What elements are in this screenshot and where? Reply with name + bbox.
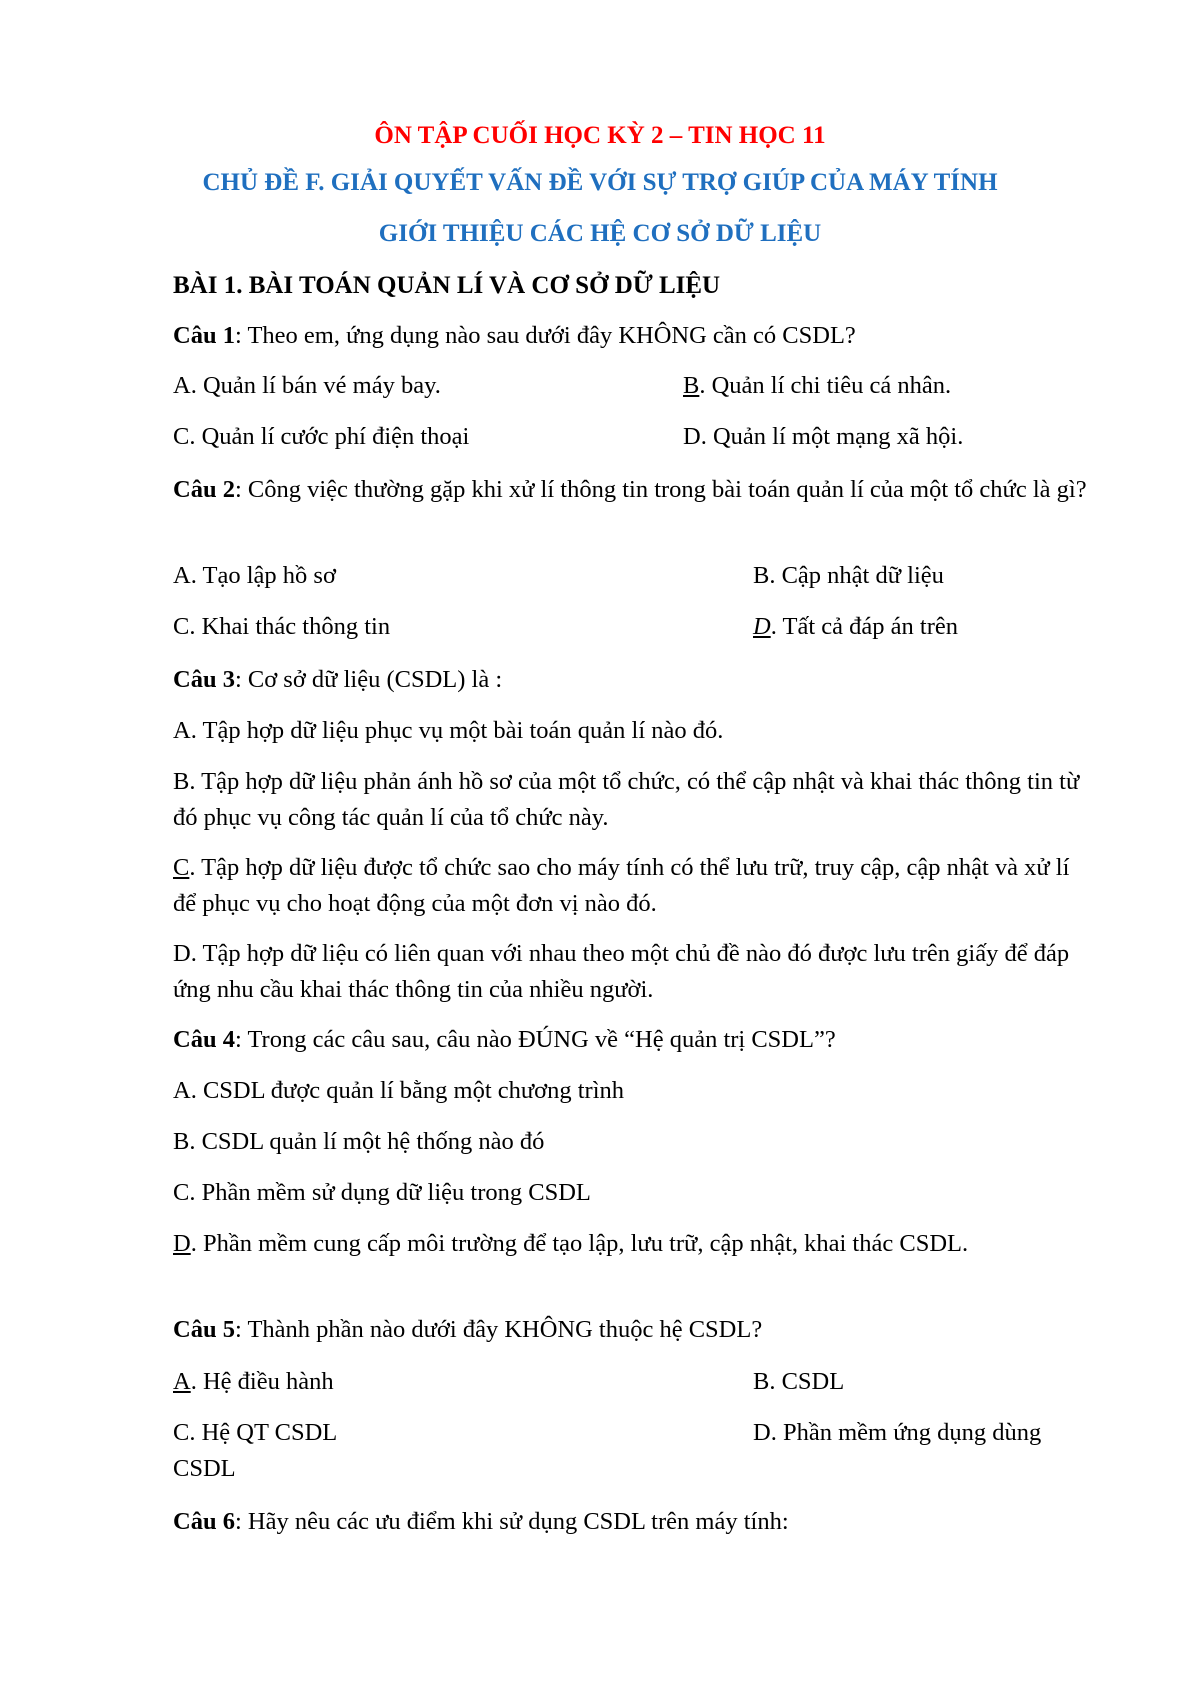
lesson-heading: BÀI 1. BÀI TOÁN QUẢN LÍ VÀ CƠ SỞ DỮ LIỆU [173,272,721,299]
option-1a: A. Quản lí bán vé máy bay. [173,372,441,399]
question-text: : Cơ sở dữ liệu (CSDL) là : [234,666,503,693]
question-5 [173,1312,762,1348]
option-2a: A. Tạo lập hồ sơ [173,562,336,589]
option-4b: B. CSDL quản lí một hệ thống nào đó [173,1128,545,1155]
question-label: Câu 6 [173,1508,235,1535]
question-label: Câu 3 [173,666,235,693]
option-5c: C. Hệ QT CSDL [173,1419,338,1446]
question-2 [173,472,1093,508]
question-3 [173,662,502,698]
question-label: Câu 1 [173,322,235,349]
option-5b: B. CSDL [753,1368,845,1395]
question-label: Câu 5 [173,1316,235,1343]
option-4d-answer: D. Phần mềm cung cấp môi trường để tạo lập, lưu trữ, cập nhật, khai thác CSDL. [173,1230,969,1257]
option-3d: D. Tập hợp dữ liệu có liên quan với nhau theo một chủ đề nào đó được lưu trên giấy để đáp ứng nhu cầu khai thác thông tin của nhiều người. [173,940,1070,1003]
question-label: Câu 4 [173,1026,235,1053]
option-3c-answer: C. Tập hợp dữ liệu được tổ chức sao cho máy tính có thể lưu trữ, truy cập, cập nhật và xử lí để phục vụ cho hoạt động của một đơn vị nào đó. [173,854,1070,917]
topic-heading: CHỦ ĐỀ F. GIẢI QUYẾT VẤN ĐỀ VỚI SỰ TRỢ GIÚP CỦA MÁY TÍNH [202,169,998,196]
subtopic-heading: GIỚI THIỆU CÁC HỆ CƠ SỞ DỮ LIỆU [378,220,822,247]
option-1c: C. Quản lí cước phí điện thoại [173,423,470,450]
question-6 [173,1504,789,1540]
question-text: : Trong các câu sau, câu nào ĐÚNG về “Hệ quản trị CSDL”? [234,1026,836,1053]
option-1b-answer: B. Quản lí chi tiêu cá nhân. [683,372,952,399]
document-title: ÔN TẬP CUỐI HỌC KỲ 2 – TIN HỌC 11 [374,122,826,149]
option-1d: D. Quản lí một mạng xã hội. [683,423,964,450]
option-3a: A. Tập hợp dữ liệu phục vụ một bài toán quản lí nào đó. [173,717,724,744]
option-5d: D. Phần mềm ứng dụng dùng [753,1419,1042,1446]
option-4a: A. CSDL được quản lí bằng một chương trình [173,1077,625,1104]
option-5a-answer: A. Hệ điều hành [173,1368,334,1395]
option-2c: C. Khai thác thông tin [173,613,391,640]
question-text: : Theo em, ứng dụng nào sau dưới đây KHÔNG cần có CSDL? [234,322,856,349]
question-1 [173,318,856,354]
option-3b: B. Tập hợp dữ liệu phản ánh hồ sơ của một tổ chức, có thể cập nhật và khai thác thông tin từ đó phục vụ công tác quản lí của tổ chức này. [173,768,1080,831]
question-text: : Công việc thường gặp khi xử lí thông tin trong bài toán quản lí của một tổ chức là gì? [234,476,1087,503]
option-5d-wrap: CSDL [173,1455,236,1482]
question-label: Câu 2 [173,476,235,503]
question-4 [173,1022,836,1058]
option-2b: B. Cập nhật dữ liệu [753,562,944,589]
question-text: : Thành phần nào dưới đây KHÔNG thuộc hệ CSDL? [234,1316,763,1343]
option-4c: C. Phần mềm sử dụng dữ liệu trong CSDL [173,1179,591,1206]
question-text: : Hãy nêu các ưu điểm khi sử dụng CSDL trên máy tính: [234,1508,789,1535]
option-2d-answer: D. Tất cả đáp án trên [753,613,958,640]
